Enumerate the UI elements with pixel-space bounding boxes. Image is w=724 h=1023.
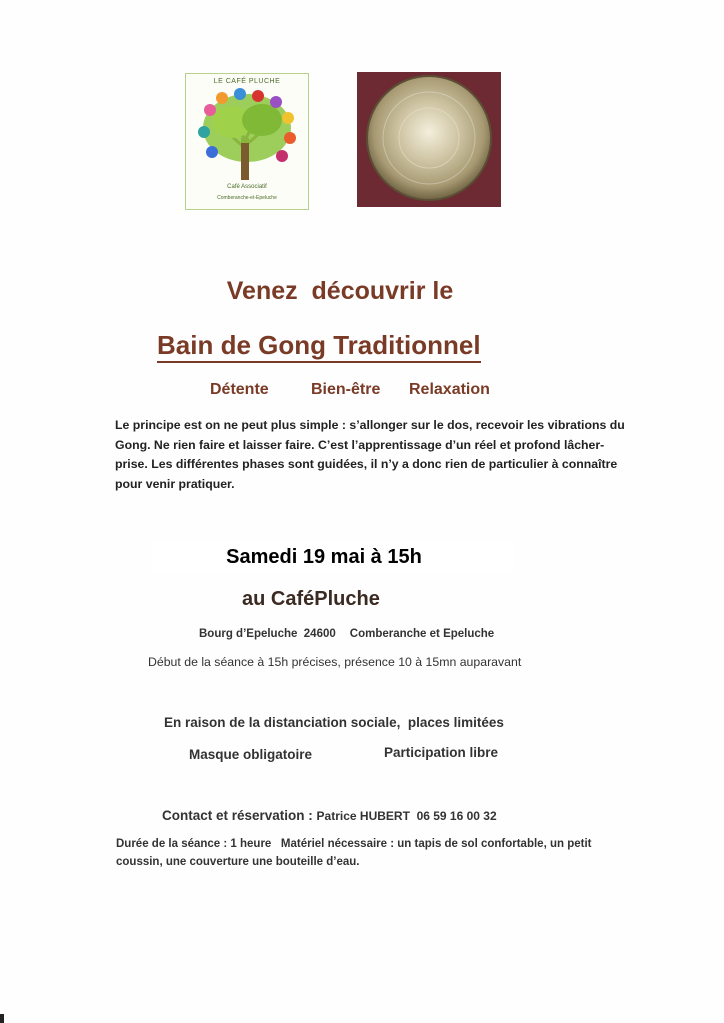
gong-photo bbox=[357, 72, 501, 207]
tag-bien-etre: Bien-être bbox=[311, 381, 381, 398]
social-distancing-notice: En raison de la distanciation sociale, places limitées bbox=[164, 715, 504, 730]
mask-notice: Masque obligatoire bbox=[189, 747, 313, 762]
session-details: Durée de la séance : 1 heure Matériel nécessaire : un tapis de sol confortable, un petit coussin, une couverture une bouteille d’eau. bbox=[116, 838, 595, 868]
contact-name-phone: Patrice HUBERT 06 59 16 00 32 bbox=[316, 809, 497, 823]
address-town: Comberanche et Epeluche bbox=[349, 628, 495, 640]
logo-title: LE CAFÉ PLUCHE bbox=[213, 78, 281, 85]
logo-location: Comberanche-et-Epeluche bbox=[217, 195, 277, 201]
tree-icon bbox=[192, 88, 302, 184]
cafe-pluche-logo bbox=[185, 73, 309, 210]
logo-subtitle: Café Associatif bbox=[227, 184, 267, 190]
heading-line2: Bain de Gong Traditionnel bbox=[157, 330, 481, 363]
event-date: Samedi 19 mai à 15h bbox=[226, 546, 422, 568]
contact-separator: : bbox=[304, 808, 317, 823]
contact-line bbox=[162, 808, 497, 823]
participation-notice: Participation libre bbox=[384, 745, 499, 760]
tag-detente: Détente bbox=[210, 381, 269, 398]
event-address bbox=[199, 628, 494, 640]
start-info: Début de la séance à 15h précises, présence 10 à 15mn auparavant bbox=[148, 655, 522, 669]
gong-icon bbox=[357, 72, 501, 207]
description-paragraph: Le principe est on ne peut plus simple : s’allonger sur le dos, recevoir les vibrations du Gong. Ne rien faire et laisser faire. C’est l’apprentissage d’un réel et profond lâcher-prise. Les différentes phases sont guidées, il n’y a donc rien de particulier à connaître pour venir pratiquer. bbox=[115, 418, 625, 491]
contact-label: Contact et réservation bbox=[162, 808, 305, 823]
heading-line1: Venez découvrir le bbox=[226, 277, 454, 305]
scan-edge-mark bbox=[0, 1014, 4, 1023]
tag-relaxation: Relaxation bbox=[409, 381, 490, 398]
event-venue: au CaféPluche bbox=[242, 588, 380, 610]
address-street: Bourg d’Epeluche 24600 bbox=[199, 628, 336, 640]
